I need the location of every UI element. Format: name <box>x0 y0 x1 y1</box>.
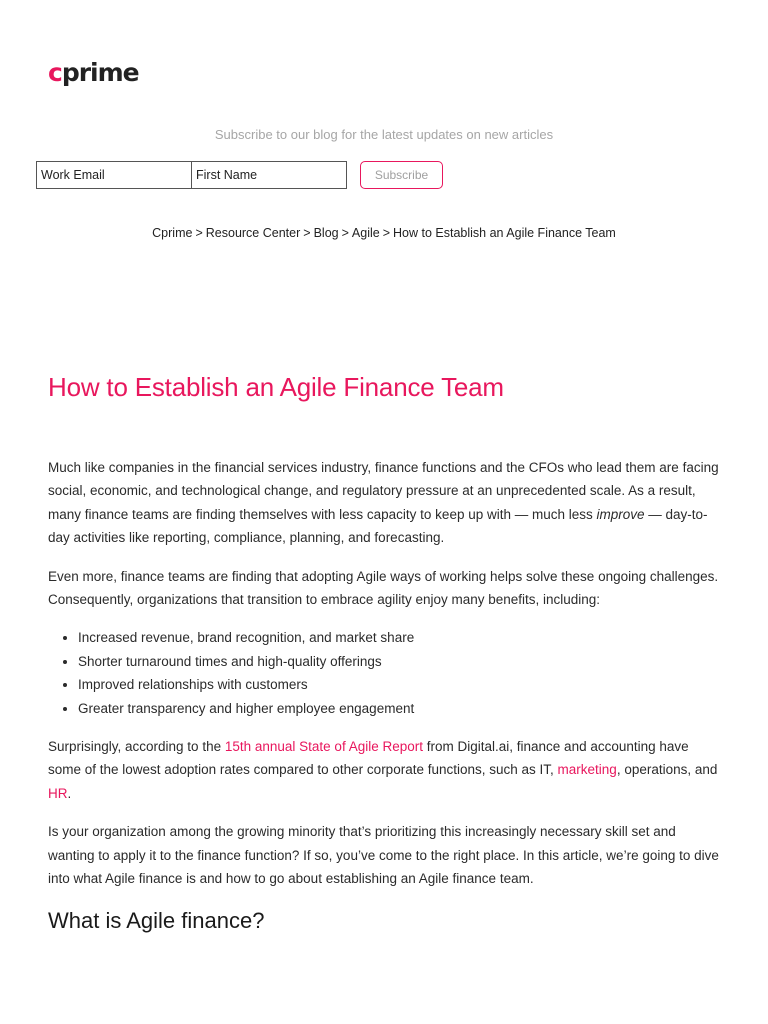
marketing-link[interactable]: marketing <box>557 762 617 778</box>
work-email-input[interactable] <box>36 161 192 189</box>
benefits-list <box>48 626 720 720</box>
cprime-logo[interactable] <box>48 57 139 89</box>
breadcrumb-separator: > <box>195 226 203 240</box>
article-body <box>48 456 720 936</box>
list-item: • Greater transparency and higher employee engagement <box>78 697 720 720</box>
paragraph-text: , operations, and <box>616 762 718 778</box>
list-item: • Improved relationships with customers <box>78 673 720 696</box>
logo-letter-c: c <box>48 58 62 87</box>
article-paragraph <box>48 456 720 550</box>
paragraph-text: . <box>67 785 72 801</box>
hr-link[interactable]: HR <box>48 785 68 801</box>
article-paragraph: Even more, finance teams are finding that adopting Agile ways of working helps solve these ongoing challenges. Consequently, organizations that transition to embrace agility enjoy many benefits, including: <box>48 568 719 608</box>
paragraph-text: Surprisingly, according to the <box>48 739 225 755</box>
breadcrumb <box>0 226 768 240</box>
breadcrumb-separator: > <box>382 226 391 240</box>
article-paragraph: Is your organization among the growing minority that’s prioritizing this increasingly necessary skill set and wanting to apply it to the finance function? If so, you’ve come to the right place. In this article, we’re going to dive into what Agile finance is and how to go about establishing an Agile finance team. <box>48 824 719 887</box>
paragraph-text: — day-to-day activities like reporting, compliance, planning, and forecasting. <box>48 506 708 546</box>
article-paragraph <box>48 735 720 805</box>
breadcrumb-separator: > <box>341 226 349 240</box>
breadcrumb-resource-center[interactable]: Resource Center <box>205 226 301 240</box>
breadcrumb-separator: > <box>303 226 311 240</box>
state-of-agile-report-link[interactable]: 15th annual State of Agile Report <box>224 739 423 755</box>
list-item: • Shorter turnaround times and high-quality offerings <box>78 650 720 673</box>
subscribe-button[interactable]: Subscribe <box>360 161 443 189</box>
emphasis-text: improve <box>596 506 645 522</box>
breadcrumb-cprime[interactable]: Cprime <box>152 226 193 240</box>
logo-wordmark: prime <box>61 58 139 87</box>
paragraph-text: Much like companies in the financial services industry, finance functions and the CFOs who lead them are facing social, economic, and technological change, and regulatory pressure at an unprecedented scale. As a result, many finance teams are finding themselves with less capacity to keep up with — much less <box>48 460 719 522</box>
subscribe-prompt: Subscribe to our blog for the latest updates on new articles <box>214 127 554 142</box>
paragraph-text: from Digital.ai, finance and accounting have some of the lowest adoption rates compared to other corporate functions, such as IT, <box>48 739 689 778</box>
breadcrumb-blog[interactable]: Blog <box>313 226 339 240</box>
section-heading: What is Agile finance? <box>48 907 265 933</box>
breadcrumb-current: How to Establish an Agile Finance Team <box>393 226 616 240</box>
article-title: How to Establish an Agile Finance Team <box>48 372 504 402</box>
breadcrumb-agile[interactable]: Agile <box>351 226 380 240</box>
list-item: • Increased revenue, brand recognition, and market share <box>78 626 720 649</box>
first-name-input[interactable] <box>191 161 347 189</box>
